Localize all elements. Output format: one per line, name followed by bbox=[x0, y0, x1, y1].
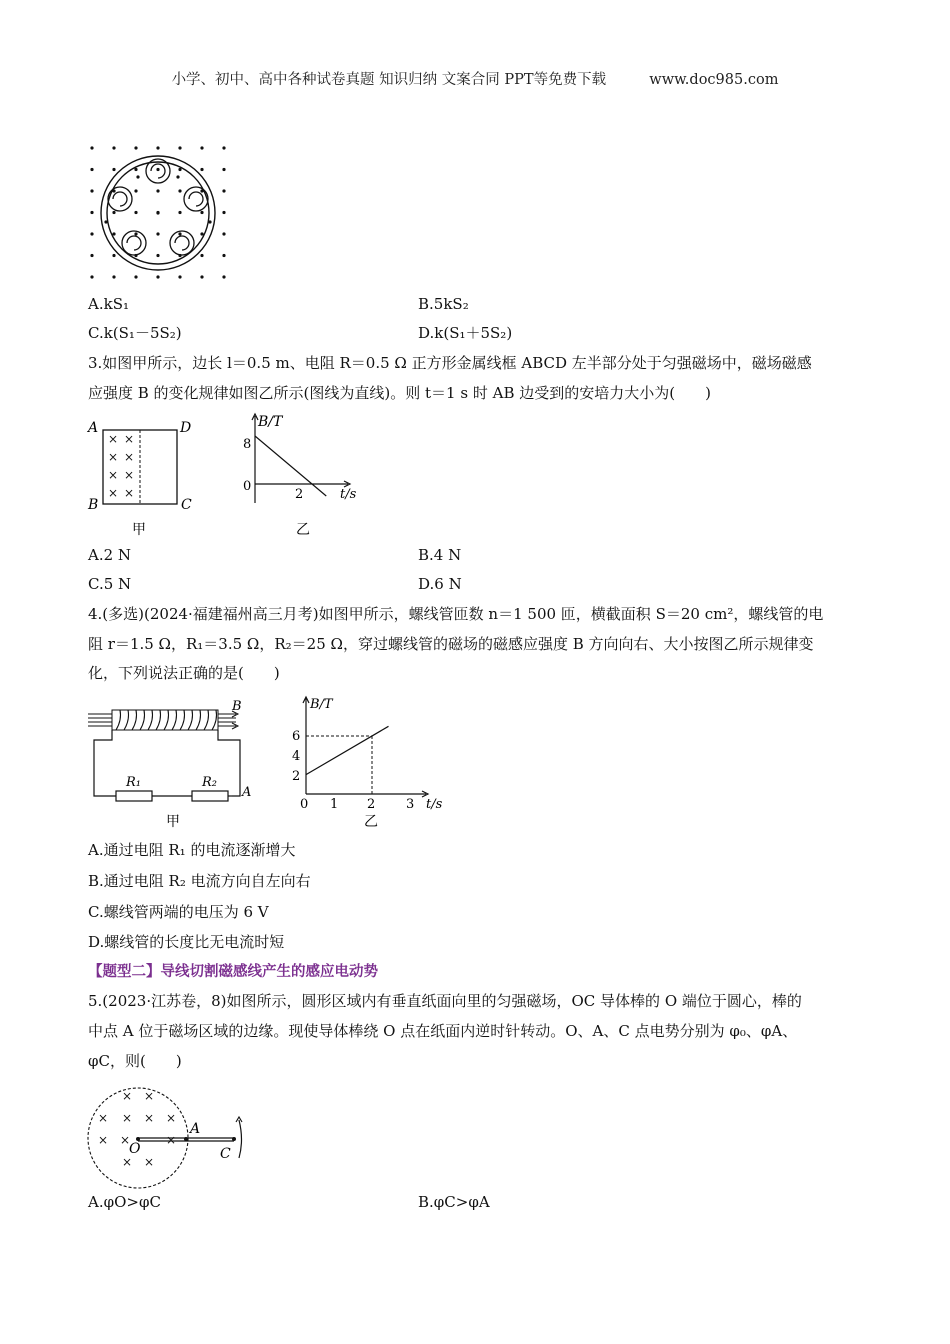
field-dot bbox=[90, 211, 93, 214]
field-dot bbox=[200, 168, 203, 171]
q4-label-A: A bbox=[242, 785, 252, 800]
q5-stem-line2: 中点 A 位于磁场区域的边缘。现使导体棒绕 O 点在纸面内逆时针转动。O、A、C 点电势分别为 φ₀、φA、 bbox=[88, 1022, 798, 1040]
field-dot bbox=[222, 146, 225, 149]
q3-stem-line1: 3.如图甲所示，边长 l＝0.5 m、电阻 R＝0.5 Ω 正方形金属线框 ABCD 左半部分处于匀强磁场中，磁场磁感 bbox=[88, 354, 812, 372]
q4-option-d[interactable]: D.螺线管的长度比无电流时短 bbox=[88, 933, 285, 951]
field-dot bbox=[156, 146, 159, 149]
svg-text:×: × bbox=[98, 1133, 109, 1147]
q3-stem-line2: 应强度 B 的变化规律如图乙所示(图线为直线)。则 t＝1 s 时 AB 边受到的安培力大小为( ) bbox=[88, 384, 711, 402]
q5-label-O: O bbox=[129, 1141, 141, 1157]
q4-caption-jia: 甲 bbox=[166, 814, 180, 830]
q4-xtick-0: 0 bbox=[300, 797, 309, 812]
field-dot bbox=[156, 168, 159, 171]
field-dot bbox=[112, 211, 115, 214]
field-dot bbox=[156, 189, 159, 192]
field-dot bbox=[222, 275, 225, 278]
field-dot bbox=[134, 189, 137, 192]
svg-text:×: × bbox=[124, 468, 135, 482]
field-dot bbox=[112, 168, 115, 171]
field-dot bbox=[178, 275, 181, 278]
q4-figure-yi bbox=[290, 694, 450, 830]
field-dot bbox=[134, 211, 137, 214]
field-dot bbox=[134, 146, 137, 149]
field-dot bbox=[134, 275, 137, 278]
label-B: B bbox=[88, 497, 99, 513]
field-dot bbox=[156, 232, 159, 235]
caption-jia: 甲 bbox=[132, 522, 146, 538]
q5-option-a[interactable]: A.φO>φC bbox=[88, 1193, 161, 1211]
q4-xtick-1: 1 bbox=[330, 797, 339, 812]
q3-option-d[interactable]: D.6 N bbox=[418, 575, 462, 593]
field-dot bbox=[222, 254, 225, 257]
svg-text:×: × bbox=[122, 1155, 133, 1169]
caption-yi: 乙 bbox=[296, 522, 310, 538]
q4-ytick-2: 2 bbox=[292, 769, 301, 784]
field-dot bbox=[156, 254, 159, 257]
label-A: A bbox=[88, 420, 99, 436]
svg-text:×: × bbox=[166, 1111, 177, 1125]
field-dot bbox=[222, 232, 225, 235]
field-dot bbox=[178, 168, 181, 171]
field-dot bbox=[90, 146, 93, 149]
q3-xtick-2: 2 bbox=[295, 487, 304, 502]
svg-text:×: × bbox=[120, 1133, 131, 1147]
header-url[interactable]: www.doc985.com bbox=[649, 72, 779, 88]
q5-option-b[interactable]: B.φC>φA bbox=[418, 1193, 490, 1211]
q4-option-c[interactable]: C.螺线管两端的电压为 6 V bbox=[88, 903, 269, 921]
q4-stem-line2: 阻 r＝1.5 Ω，R₁＝3.5 Ω，R₂＝25 Ω，穿过螺线管的磁场的磁感应强度 B 方向向右、大小按图乙所示规律变 bbox=[88, 635, 814, 653]
q5-label-C: C bbox=[220, 1146, 231, 1162]
svg-text:×: × bbox=[124, 432, 135, 446]
q4-xlabel: t/s bbox=[426, 797, 443, 812]
svg-text:×: × bbox=[144, 1155, 155, 1169]
svg-text:×: × bbox=[124, 486, 135, 500]
svg-text:×: × bbox=[166, 1133, 177, 1147]
field-dot bbox=[176, 175, 179, 178]
q4-ylabel: B/T bbox=[310, 697, 333, 712]
field-dot bbox=[112, 254, 115, 257]
svg-text:×: × bbox=[144, 1111, 155, 1125]
svg-text:×: × bbox=[144, 1089, 155, 1103]
field-dot bbox=[222, 189, 225, 192]
q4-figure-jia bbox=[86, 696, 256, 832]
section-title: 【题型二】导线切割磁感线产生的感应电动势 bbox=[88, 964, 378, 980]
page-header bbox=[0, 68, 950, 89]
q2-option-b[interactable]: B.5kS₂ bbox=[418, 295, 469, 313]
header-left-text: 小学、初中、高中各种试卷真题 知识归纳 文案合同 PPT等免费下载 bbox=[171, 72, 607, 88]
field-dot bbox=[136, 175, 139, 178]
q5-figure-rotating-rod bbox=[86, 1080, 256, 1192]
field-dot bbox=[156, 275, 159, 278]
q4-option-a[interactable]: A.通过电阻 R₁ 的电流逐渐增大 bbox=[88, 841, 296, 859]
q4-ytick-6: 6 bbox=[292, 729, 301, 744]
svg-text:×: × bbox=[122, 1111, 133, 1125]
q4-label-B: B bbox=[232, 699, 242, 714]
q5-stem-line3: φC，则( ) bbox=[88, 1052, 182, 1070]
q4-option-b[interactable]: B.通过电阻 R₂ 电流方向自左向右 bbox=[88, 872, 311, 890]
field-dot bbox=[134, 232, 137, 235]
svg-text:×: × bbox=[122, 1089, 133, 1103]
q4-xtick-3: 3 bbox=[406, 797, 415, 812]
q4-stem-line3: 化，下列说法正确的是( ) bbox=[88, 664, 280, 682]
q4-caption-yi: 乙 bbox=[364, 814, 378, 830]
field-dot bbox=[112, 146, 115, 149]
q4-graph-line bbox=[306, 726, 389, 774]
q3-figure-yi bbox=[236, 410, 366, 540]
q3-option-c[interactable]: C.5 N bbox=[88, 575, 132, 593]
label-C: C bbox=[181, 497, 192, 513]
field-dot bbox=[222, 211, 225, 214]
q3-graph-line bbox=[255, 436, 326, 496]
field-dot bbox=[90, 189, 93, 192]
q3-ylabel: B/T bbox=[258, 414, 283, 430]
q2-option-c[interactable]: C.k(S₁－5S₂) bbox=[88, 324, 182, 342]
q4-stem-line1: 4.(多选)(2024·福建福州高三月考)如图甲所示，螺线管匝数 n＝1 500 匝，横截面积 S＝20 cm²，螺线管的电 bbox=[88, 605, 824, 623]
svg-text:×: × bbox=[124, 450, 135, 464]
q2-figure-coils bbox=[86, 142, 230, 284]
q3-figure-jia bbox=[86, 416, 206, 540]
field-dot bbox=[222, 168, 225, 171]
field-dot bbox=[200, 232, 203, 235]
svg-text:×: × bbox=[108, 432, 119, 446]
q4-label-R2: R₂ bbox=[202, 775, 217, 790]
field-dot bbox=[178, 189, 181, 192]
field-dot bbox=[90, 168, 93, 171]
field-dot bbox=[178, 232, 181, 235]
q5-label-A: A bbox=[190, 1121, 201, 1137]
q3-origin: 0 bbox=[243, 479, 252, 494]
svg-text:×: × bbox=[108, 450, 119, 464]
q3-xlabel: t/s bbox=[340, 487, 357, 502]
field-dot bbox=[200, 275, 203, 278]
field-dot bbox=[156, 211, 159, 214]
q4-xtick-2: 2 bbox=[367, 797, 376, 812]
field-dot bbox=[112, 275, 115, 278]
svg-text:×: × bbox=[98, 1111, 109, 1125]
q2-option-a[interactable]: A.kS₁ bbox=[88, 295, 129, 313]
q4-label-R1: R₁ bbox=[126, 775, 141, 790]
svg-text:×: × bbox=[108, 468, 119, 482]
field-dot bbox=[200, 211, 203, 214]
field-dot bbox=[112, 232, 115, 235]
field-dot bbox=[90, 254, 93, 257]
q4-ytick-4: 4 bbox=[292, 749, 301, 764]
field-dot bbox=[200, 146, 203, 149]
field-dot bbox=[90, 232, 93, 235]
q3-option-a[interactable]: A.2 N bbox=[88, 546, 132, 564]
label-D: D bbox=[180, 420, 192, 436]
q2-option-d[interactable]: D.k(S₁＋5S₂) bbox=[418, 324, 513, 342]
q3-ytick-8: 8 bbox=[243, 437, 252, 452]
field-dot bbox=[178, 146, 181, 149]
svg-text:×: × bbox=[108, 486, 119, 500]
field-dot bbox=[178, 211, 181, 214]
field-dot bbox=[90, 275, 93, 278]
q3-option-b[interactable]: B.4 N bbox=[418, 546, 462, 564]
q5-stem-line1: 5.(2023·江苏卷，8)如图所示，圆形区域内有垂直纸面向里的匀强磁场，OC 导体棒的 O 端位于圆心，棒的 bbox=[88, 992, 802, 1010]
field-dot bbox=[134, 168, 137, 171]
field-dot bbox=[200, 254, 203, 257]
